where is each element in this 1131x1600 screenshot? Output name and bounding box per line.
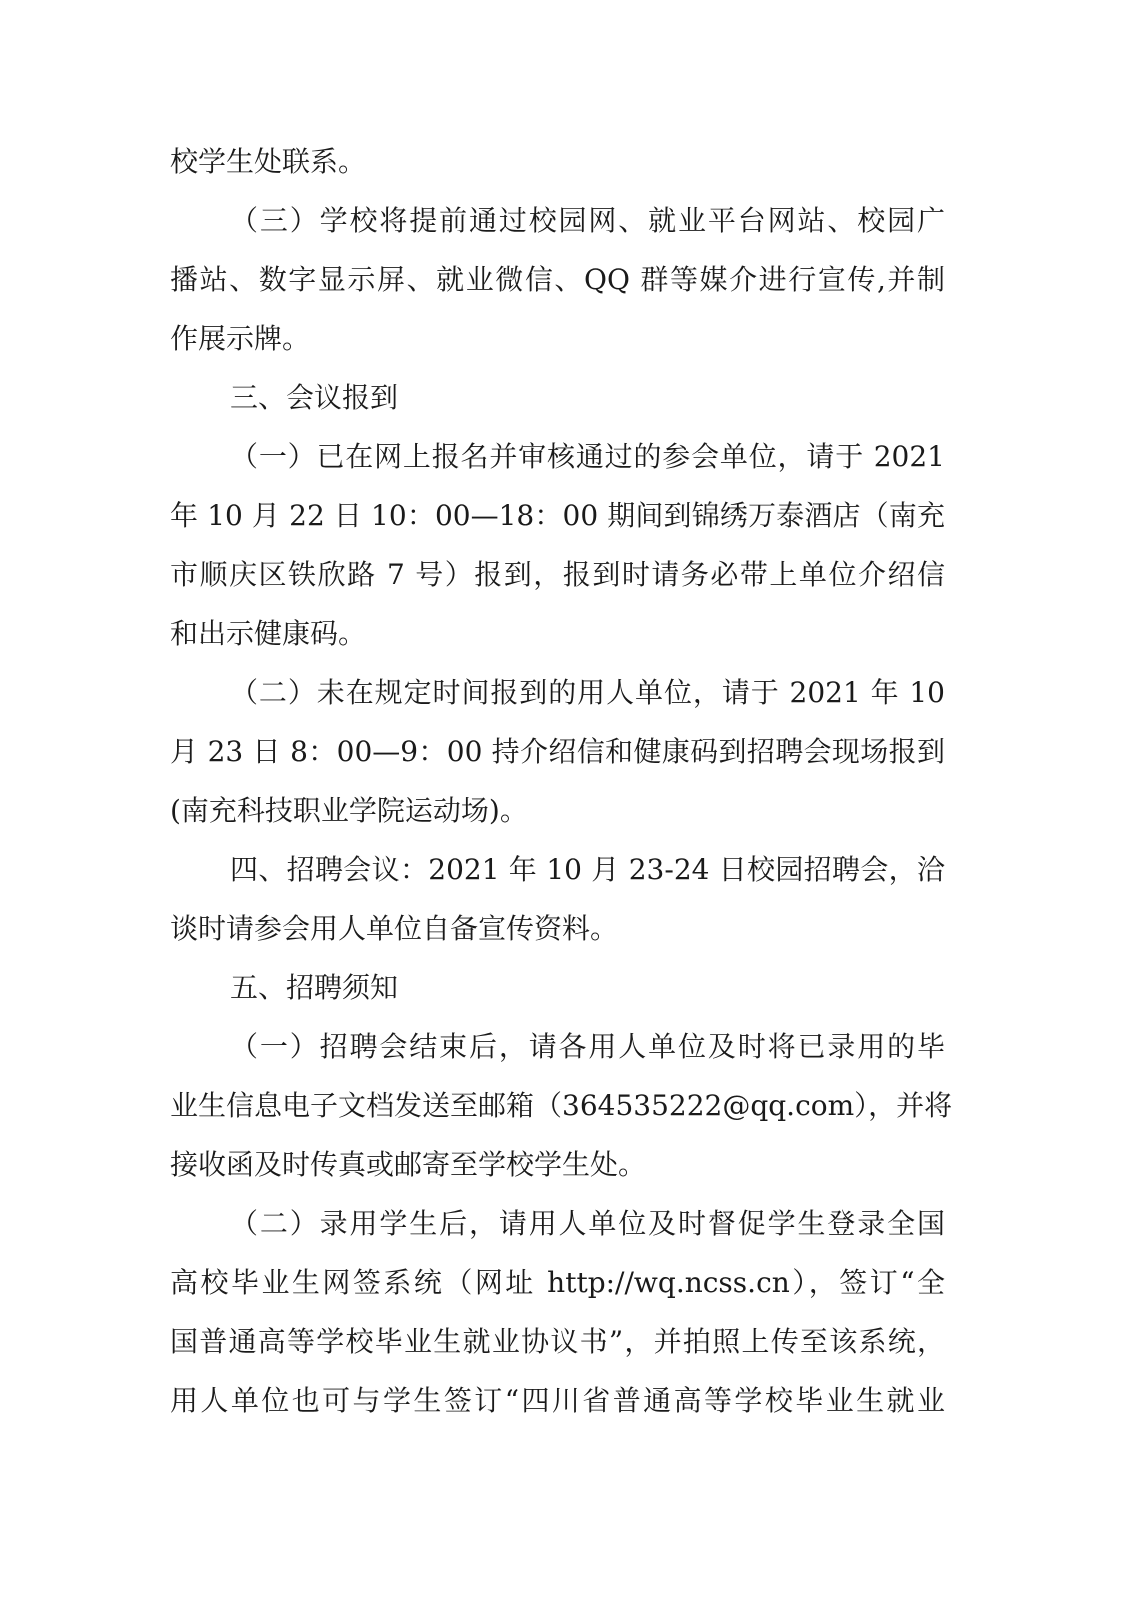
text-line: 播站、数字显示屏、就业微信、QQ 群等媒介进行宣传,并制	[170, 263, 945, 296]
text-line: 高校毕业生网签系统（网址 http://wq.ncss.cn），签订“全	[170, 1266, 945, 1299]
text-line: 年 10 月 22 日 10：00—18：00 期间到锦绣万泰酒店（南充	[170, 499, 945, 532]
text-line: 业生信息电子文档发送至邮箱（364535222@qq.com），并将	[170, 1089, 953, 1122]
text-line: （二）未在规定时间报到的用人单位，请于 2021 年 10	[230, 676, 945, 709]
text-line: （二）录用学生后，请用人单位及时督促学生登录全国	[230, 1207, 945, 1240]
text-line: （三）学校将提前通过校园网、就业平台网站、校园广	[230, 204, 945, 237]
text-line: (南充科技职业学院运动场)。	[170, 794, 528, 827]
text-line: 校学生处联系。	[170, 145, 367, 178]
text-line: 用人单位也可与学生签订“四川省普通高等学校毕业生就业	[170, 1384, 945, 1417]
text-line: （一）招聘会结束后，请各用人单位及时将已录用的毕	[230, 1030, 945, 1063]
text-line: （一）已在网上报名并审核通过的参会单位，请于 2021	[230, 440, 945, 473]
text-line: 市顺庆区铁欣路 7 号）报到，报到时请务必带上单位介绍信	[170, 558, 945, 591]
text-line: 作展示牌。	[170, 322, 311, 355]
text-line: 和出示健康码。	[170, 617, 367, 650]
section-heading: 三、会议报到	[230, 381, 399, 414]
text-line: 谈时请参会用人单位自备宣传资料。	[170, 912, 619, 945]
section-heading: 五、招聘须知	[230, 971, 399, 1004]
section-heading: 四、招聘会议：2021 年 10 月 23-24 日校园招聘会，洽	[230, 853, 945, 886]
text-line: 月 23 日 8：00—9：00 持介绍信和健康码到招聘会现场报到	[170, 735, 945, 768]
text-line: 接收函及时传真或邮寄至学校学生处。	[170, 1148, 647, 1181]
text-line: 国普通高等学校毕业生就业协议书”，并拍照上传至该系统，	[170, 1325, 945, 1358]
